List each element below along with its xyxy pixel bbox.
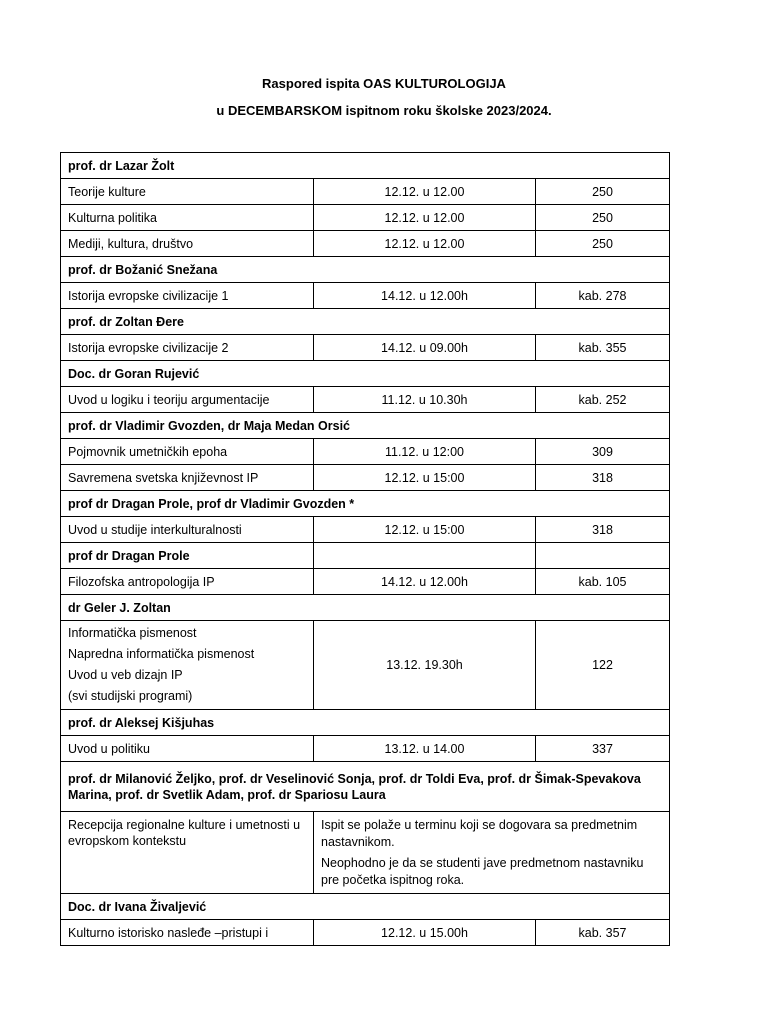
exam-time: 11.12. u 10.30h	[314, 387, 536, 413]
exam-subject: Pojmovnik umetničkih epoha	[61, 439, 314, 465]
exam-time: 14.12. u 09.00h	[314, 335, 536, 361]
exam-subject: Uvod u studije interkulturalnosti	[61, 517, 314, 543]
exam-subject: Uvod u logiku i teoriju argumentacije	[61, 387, 314, 413]
exam-time: 12.12. u 12.00	[314, 179, 536, 205]
professor-name: prof dr Dragan Prole, prof dr Vladimir Gvozden *	[61, 491, 670, 517]
exam-subject	[61, 621, 314, 710]
exam-note-text: Ispit se polaže u terminu koji se dogovara sa predmetnim nastavnikom.	[321, 818, 638, 849]
exam-row	[61, 517, 670, 543]
exam-subject: Savremena svetska književnost IP	[61, 465, 314, 491]
exam-room: 250	[536, 231, 670, 257]
professor-row	[61, 894, 670, 920]
exam-row	[61, 569, 670, 595]
exam-time: 12.12. u 15:00	[314, 465, 536, 491]
exam-row	[61, 621, 670, 710]
exam-room: 250	[536, 205, 670, 231]
exam-subject: Istorija evropske civilizacije 2	[61, 335, 314, 361]
exam-time: 12.12. u 15.00h	[314, 920, 536, 946]
exam-subject: Recepcija regionalne kulture i umetnosti u evropskom kontekstu	[61, 812, 314, 894]
professor-row	[61, 491, 670, 517]
exam-row	[61, 465, 670, 491]
exam-room: kab. 252	[536, 387, 670, 413]
professor-row	[61, 595, 670, 621]
exam-room: 250	[536, 179, 670, 205]
professor-name: prof. dr Vladimir Gvozden, dr Maja Medan Orsić	[61, 413, 670, 439]
exam-subject: Uvod u politiku	[61, 736, 314, 762]
exam-row	[61, 812, 670, 894]
document-title-line1: Raspored ispita OAS KULTUROLOGIJA	[262, 76, 506, 91]
document-title-line2: u DECEMBARSKOM ispitnom roku školske 2023/2024.	[216, 103, 552, 118]
empty-cell	[314, 543, 536, 569]
exam-subject: Teorije kulture	[61, 179, 314, 205]
exam-time: 13.12. u 14.00	[314, 736, 536, 762]
empty-cell	[536, 543, 670, 569]
exam-subject-line: (svi studijski programi)	[68, 689, 193, 703]
exam-subject: Kulturno istorisko nasleđe –pristupi i	[61, 920, 314, 946]
exam-room: kab. 105	[536, 569, 670, 595]
exam-room: 122	[536, 621, 670, 710]
exam-subject-line: Informatička pismenost	[68, 626, 197, 640]
exam-row	[61, 283, 670, 309]
exam-subject: Kulturna politika	[61, 205, 314, 231]
exam-room: 318	[536, 517, 670, 543]
professor-row	[61, 762, 670, 812]
professor-name: Doc. dr Goran Rujević	[61, 361, 670, 387]
professor-name: prof dr Dragan Prole	[61, 543, 314, 569]
exam-row	[61, 736, 670, 762]
exam-row	[61, 920, 670, 946]
exam-room: kab. 355	[536, 335, 670, 361]
professor-row	[61, 361, 670, 387]
exam-time: 11.12. u 12:00	[314, 439, 536, 465]
exam-note	[314, 812, 670, 894]
exam-room: 309	[536, 439, 670, 465]
professor-name: prof. dr Aleksej Kišjuhas	[61, 710, 670, 736]
professor-name: dr Geler J. Zoltan	[61, 595, 670, 621]
exam-note-text: Neophodno je da se studenti jave predmetnom nastavniku pre početka ispitnog roka.	[321, 856, 644, 887]
professor-name: prof. dr Milanović Željko, prof. dr Veselinović Sonja, prof. dr Toldi Eva, prof. dr Šimak-Spevakova Marina, prof. dr Svetlik Adam, prof. dr Spariosu Laura	[61, 762, 670, 812]
exam-row	[61, 179, 670, 205]
exam-row	[61, 335, 670, 361]
exam-subject-line: Napredna informatička pismenost	[68, 647, 255, 661]
exam-room: kab. 278	[536, 283, 670, 309]
exam-time: 14.12. u 12.00h	[314, 569, 536, 595]
professor-row	[61, 309, 670, 335]
exam-time: 12.12. u 12.00	[314, 231, 536, 257]
professor-name: prof. dr Zoltan Đere	[61, 309, 670, 335]
professor-name: Doc. dr Ivana Živaljević	[61, 894, 670, 920]
exam-subject: Istorija evropske civilizacije 1	[61, 283, 314, 309]
professor-name: prof. dr Božanić Snežana	[61, 257, 670, 283]
exam-row	[61, 231, 670, 257]
exam-time: 14.12. u 12.00h	[314, 283, 536, 309]
exam-subject: Filozofska antropologija IP	[61, 569, 314, 595]
professor-row	[61, 543, 670, 569]
exam-row	[61, 439, 670, 465]
exam-schedule-table	[60, 152, 670, 946]
exam-time: 12.12. u 12.00	[314, 205, 536, 231]
exam-row	[61, 205, 670, 231]
exam-room: kab. 357	[536, 920, 670, 946]
exam-time: 13.12. 19.30h	[314, 621, 536, 710]
exam-room: 337	[536, 736, 670, 762]
professor-row	[61, 710, 670, 736]
exam-room: 318	[536, 465, 670, 491]
exam-subject: Mediji, kultura, društvo	[61, 231, 314, 257]
professor-row	[61, 257, 670, 283]
exam-time: 12.12. u 15:00	[314, 517, 536, 543]
professor-name: prof. dr Lazar Žolt	[61, 153, 670, 179]
exam-subject-line: Uvod u veb dizajn IP	[68, 668, 183, 682]
exam-row	[61, 387, 670, 413]
professor-row	[61, 153, 670, 179]
professor-row	[61, 413, 670, 439]
